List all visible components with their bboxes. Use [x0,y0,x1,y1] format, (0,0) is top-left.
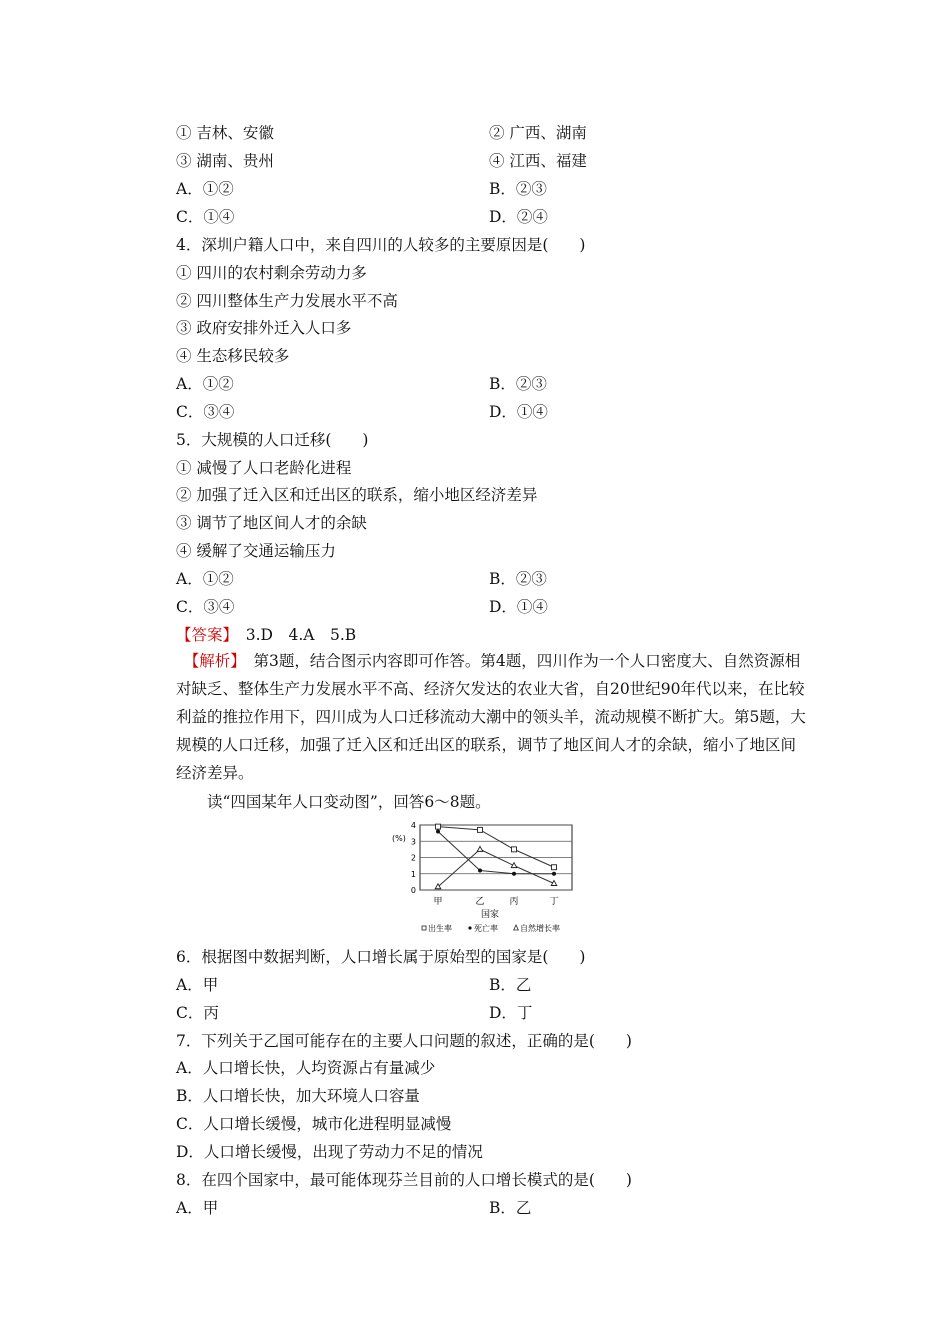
series-line-1 [438,832,554,874]
q5-statement-1: ① 减慢了人口老龄化进程 [176,459,352,477]
q4-statement-4: ④ 生态移民较多 [176,347,290,365]
birth-rate-point [512,847,517,852]
birth-rate-point [552,865,557,870]
q7-choice-a: A．人口增长快，人均资源占有量减少 [176,1059,436,1077]
q3-choice-a: A．①② [176,180,234,198]
q4-stem: 4．深圳户籍人口中，来自四川的人较多的主要原因是( ) [176,236,586,254]
birth-rate-point [436,824,441,829]
answer-tag: 【答案】 [176,626,231,644]
q5-choice-c: C．③④ [176,598,235,616]
natural-growth-point [477,846,483,851]
y-tick-label: 2 [410,853,416,863]
birth-rate-point [478,827,483,832]
legend-marker-dot [468,926,471,929]
death-rate-point [478,869,482,873]
q6-stem: 6．根据图中数据判断，人口增长属于原始型的国家是( ) [176,948,586,966]
q3-option-4: ④ 江西、福建 [489,152,587,170]
q4-choice-a: A．①② [176,375,234,393]
legend-label: 死亡率 [474,924,498,933]
population-chart [380,815,590,945]
q6-choice-d: D．丁 [489,1004,533,1022]
y-tick-label: 1 [410,869,416,879]
x-tick-label: 乙 [475,897,485,907]
series-line-2 [438,849,554,886]
analysis-tag: 【解析】 [191,652,239,670]
chart-series [435,824,557,889]
q7-choice-c: C．人口增长缓慢，城市化进程明显减慢 [176,1115,452,1133]
q8-stem: 8．在四个国家中，最可能体现芬兰目前的人口增长模式的是( ) [176,1171,632,1189]
q6-choice-a: A．甲 [176,976,219,994]
q5-statement-2: ② 加强了迁入区和迁出区的联系，缩小地区经济差异 [176,486,538,504]
q5-statement-4: ④ 缓解了交通运输压力 [176,542,336,560]
series-line-0 [438,827,554,868]
q3-option-1: ① 吉林、安徽 [176,124,274,142]
y-tick-label: 0 [410,886,416,895]
x-tick-label: 丙 [509,897,519,907]
y-tick-label: 3 [410,837,416,847]
legend-marker-triangle [514,925,519,930]
q7-choice-b: B．人口增长快，加大环境人口容量 [176,1087,420,1105]
q4-choice-b: B．②③ [489,375,547,393]
q4-statement-2: ② 四川整体生产力发展水平不高 [176,292,398,310]
q8-choice-a: A．甲 [176,1199,219,1217]
death-rate-point [512,872,516,876]
death-rate-point [436,830,440,834]
y-ticks [411,821,416,895]
y-tick-label: 4 [410,821,416,830]
q4-statement-1: ① 四川的农村剩余劳动力多 [176,264,367,282]
q5-stem: 5．大规模的人口迁移( ) [176,431,369,449]
q7-stem: 7．下列关于乙国可能存在的主要人口问题的叙述，正确的是( ) [176,1032,632,1050]
q4-choice-c: C．③④ [176,403,235,421]
q4-statement-3: ③ 政府安排外迁入人口多 [176,319,352,337]
q5-choice-a: A．①② [176,570,234,588]
q4-choice-d: D．①④ [489,403,548,421]
answer-text: 3.D 4.A 5.B [230,626,357,644]
q5-statement-3: ③ 调节了地区间人才的余缺 [176,514,367,532]
q5-choice-d: D．①④ [489,598,548,616]
chart-legend [422,923,560,933]
answer-line [176,625,356,645]
analysis-text: 第3题，结合图示内容即可作答。第4题，四川作为一个人口密度大、自然资源相对缺乏、整体生产力发展水平不高、经济欠发达的农业大省，自20世纪90年代以来，在比较利益的推拉作用下，四川成为人口迁移流动大潮中的领头羊，流动规模不断扩大。第5题，大规模的人口迁移，加强了迁入区和迁出区的联系，调节了地区间人才的余缺，缩小了地区间经济差异。 [176,652,806,782]
q3-choice-b: B．②③ [489,180,547,198]
reading-prompt: 读“四国某年人口变动图”，回答6～8题。 [207,793,491,811]
x-axis-label: 国家 [480,910,500,920]
q8-choice-b: B．乙 [489,1199,532,1217]
legend-label: 出生率 [428,924,452,933]
x-tick-label: 甲 [433,897,443,907]
y-axis-label: (%) [392,834,406,843]
q3-option-2: ② 广西、湖南 [489,124,587,142]
analysis-paragraph [176,647,808,787]
q3-option-3: ③ 湖南、贵州 [176,152,274,170]
q6-choice-c: C．丙 [176,1004,219,1022]
x-ticks [433,896,558,907]
q3-choice-d: D．②④ [489,208,548,226]
legend-label: 自然增长率 [520,924,560,933]
death-rate-point [552,872,556,876]
chart-svg [380,815,590,945]
legend-marker-square [422,926,426,930]
q3-choice-c: C．①④ [176,208,235,226]
q6-choice-b: B．乙 [489,976,532,994]
x-tick-label: 丁 [549,897,559,907]
q5-choice-b: B．②③ [489,570,547,588]
q7-choice-d: D．人口增长缓慢，出现了劳动力不足的情况 [176,1143,483,1161]
